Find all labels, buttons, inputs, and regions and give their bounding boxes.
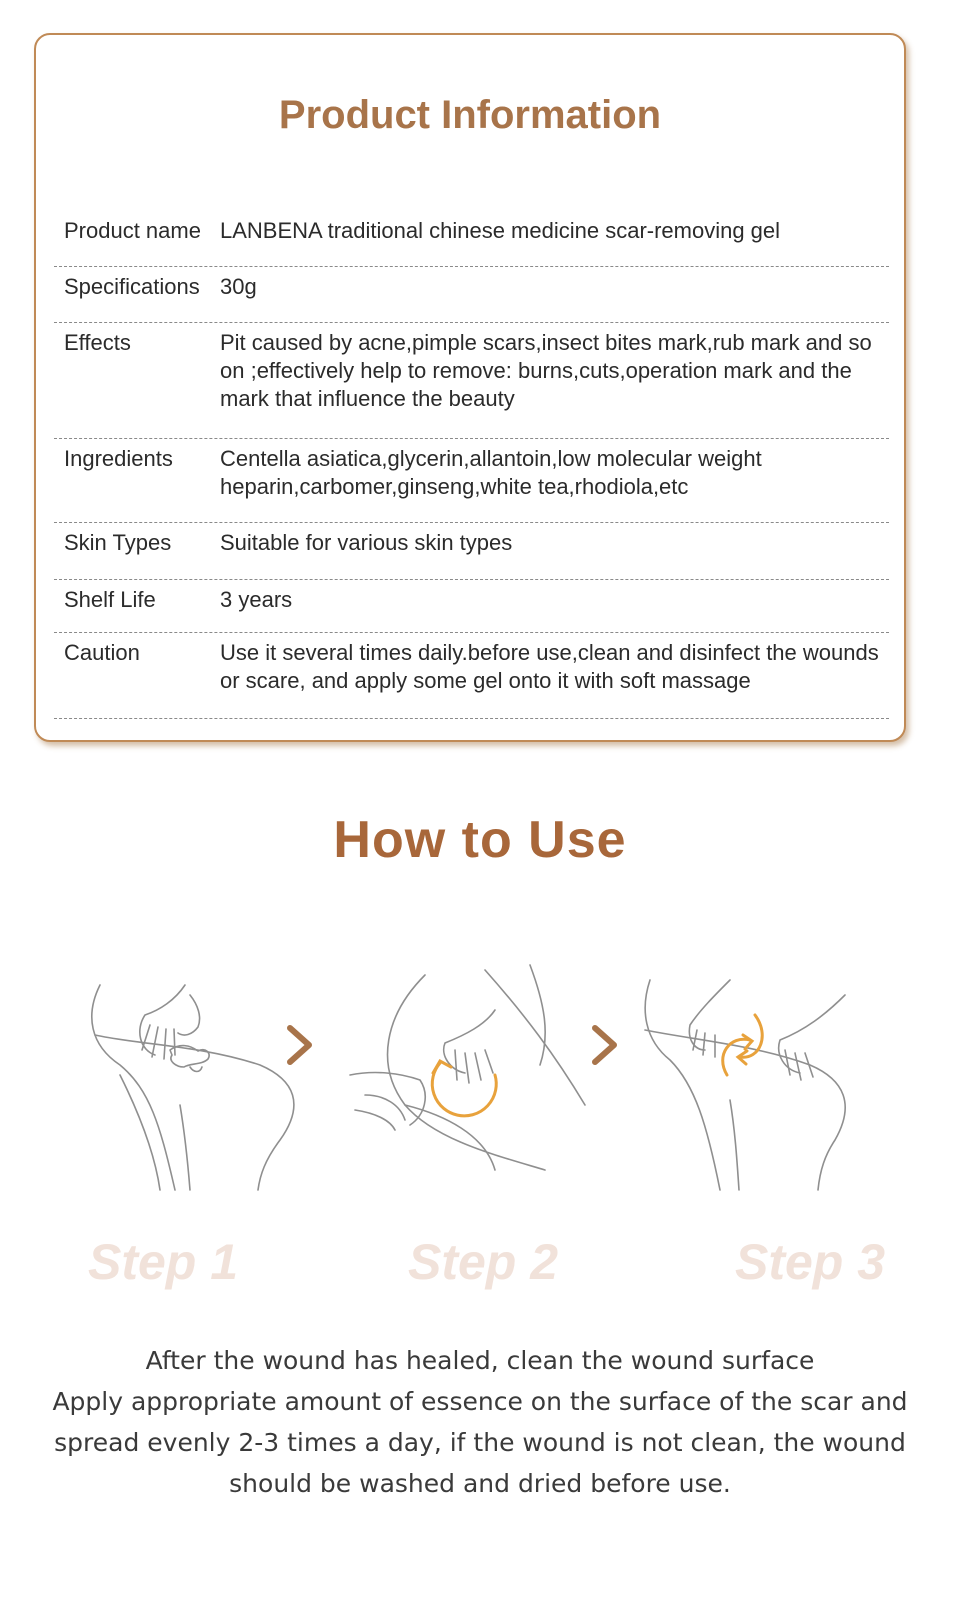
info-label: Skin Types <box>64 530 172 555</box>
chevron-right-icon <box>283 1022 317 1068</box>
how-to-use-title: How to Use <box>333 811 627 869</box>
usage-description <box>30 1340 930 1504</box>
usage-description-line-1: After the wound has healed, clean the wound surface <box>145 1346 815 1375</box>
info-row-ingredients <box>54 439 889 523</box>
info-value: Centella asiatica,glycerin,allantoin,low molecular weight heparin,carbomer,ginseng,white tea,rhodiola,etc <box>220 446 762 499</box>
info-row-product-name <box>54 211 889 267</box>
info-value: 3 years <box>220 587 293 612</box>
info-label: Product name <box>64 218 201 243</box>
product-information-title: Product Information <box>278 93 662 137</box>
info-row-caution <box>54 633 889 719</box>
spread-evenly-illustration <box>635 955 860 1195</box>
info-label: Effects <box>64 330 131 355</box>
info-row-effects <box>54 323 889 439</box>
product-information-table <box>54 211 889 719</box>
step-1-label: Step 1 <box>88 1234 239 1290</box>
massage-circular-illustration <box>345 955 595 1195</box>
info-value: LANBENA traditional chinese medicine scar-removing gel <box>220 218 781 243</box>
info-row-shelf-life <box>54 580 889 633</box>
info-value: Use it several times daily.before use,clean and disinfect the wounds or scare, and apply some gel onto it with soft massage <box>220 640 879 693</box>
apply-gel-illustration <box>80 955 310 1195</box>
info-value: 30g <box>220 274 257 299</box>
product-information-card <box>34 33 906 742</box>
usage-description-line-2: Apply appropriate amount of essence on the surface of the scar and spread evenly 2-3 times a day, if the wound is not clean, the wound should be washed and dried before use. <box>52 1387 908 1498</box>
step-2-label: Step 2 <box>408 1234 559 1290</box>
step-3-label: Step 3 <box>735 1234 886 1290</box>
info-label: Caution <box>64 640 140 665</box>
info-value: Suitable for various skin types <box>220 530 513 555</box>
chevron-right-icon <box>588 1022 622 1068</box>
info-row-skin-types <box>54 523 889 580</box>
info-label: Ingredients <box>64 446 173 471</box>
info-row-specifications <box>54 267 889 323</box>
info-label: Shelf Life <box>64 587 156 612</box>
info-label: Specifications <box>64 274 200 299</box>
info-value: Pit caused by acne,pimple scars,insect bites mark,rub mark and so on ;effectively help to remove: burns,cuts,operation mark and the mark that influence the beauty <box>220 330 872 411</box>
